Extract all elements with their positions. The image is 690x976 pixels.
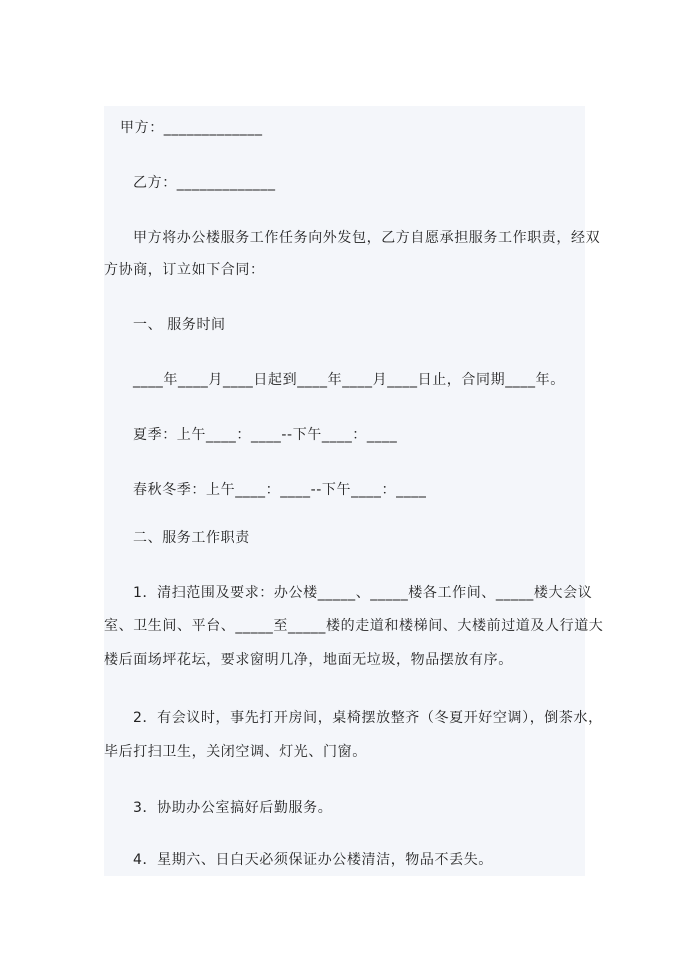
party-b-line: 乙方：_____________ [133, 175, 276, 191]
contract-period-line: ____年____月____日起到____年____月____日止，合同期____年。 [133, 372, 565, 388]
other-seasons-hours-line: 春秋冬季：上午____：____--下午____：____ [133, 482, 427, 498]
item2-line-2: 毕后打扫卫生，关闭空调、灯光、门窗。 [104, 744, 367, 760]
section2-heading: 二、服务工作职责 [133, 530, 250, 546]
document-page [104, 106, 604, 876]
item1-line-2: 室、卫生间、平台、_____至_____楼的走道和楼梯间、大楼前过道及人行道大 [104, 618, 604, 634]
item2-line-1: 2．有会议时，事先打开房间，桌椅摆放整齐（冬夏开好空调），倒茶水， [133, 710, 603, 726]
section1-heading: 一、 服务时间 [133, 317, 226, 333]
item1-line-1: 1．清扫范围及要求：办公楼_____、_____楼各工作间、_____楼大会议 [133, 585, 593, 601]
item3-line: 3．协助办公室搞好后勤服务。 [133, 800, 333, 816]
party-a-line: 甲方：_____________ [120, 120, 263, 136]
summer-hours-line: 夏季：上午____：____--下午____：____ [133, 427, 398, 443]
intro-paragraph-line-2: 方协商，订立如下合同： [104, 262, 265, 278]
item4-line: 4．星期六、日白天必须保证办公楼清洁，物品不丢失。 [133, 852, 493, 868]
item1-line-3: 楼后面场坪花坛，要求窗明几净，地面无垃圾，物品摆放有序。 [104, 652, 513, 668]
intro-paragraph-line-1: 甲方将办公楼服务工作任务向外发包，乙方自愿承担服务工作职责，经双 [133, 230, 601, 246]
